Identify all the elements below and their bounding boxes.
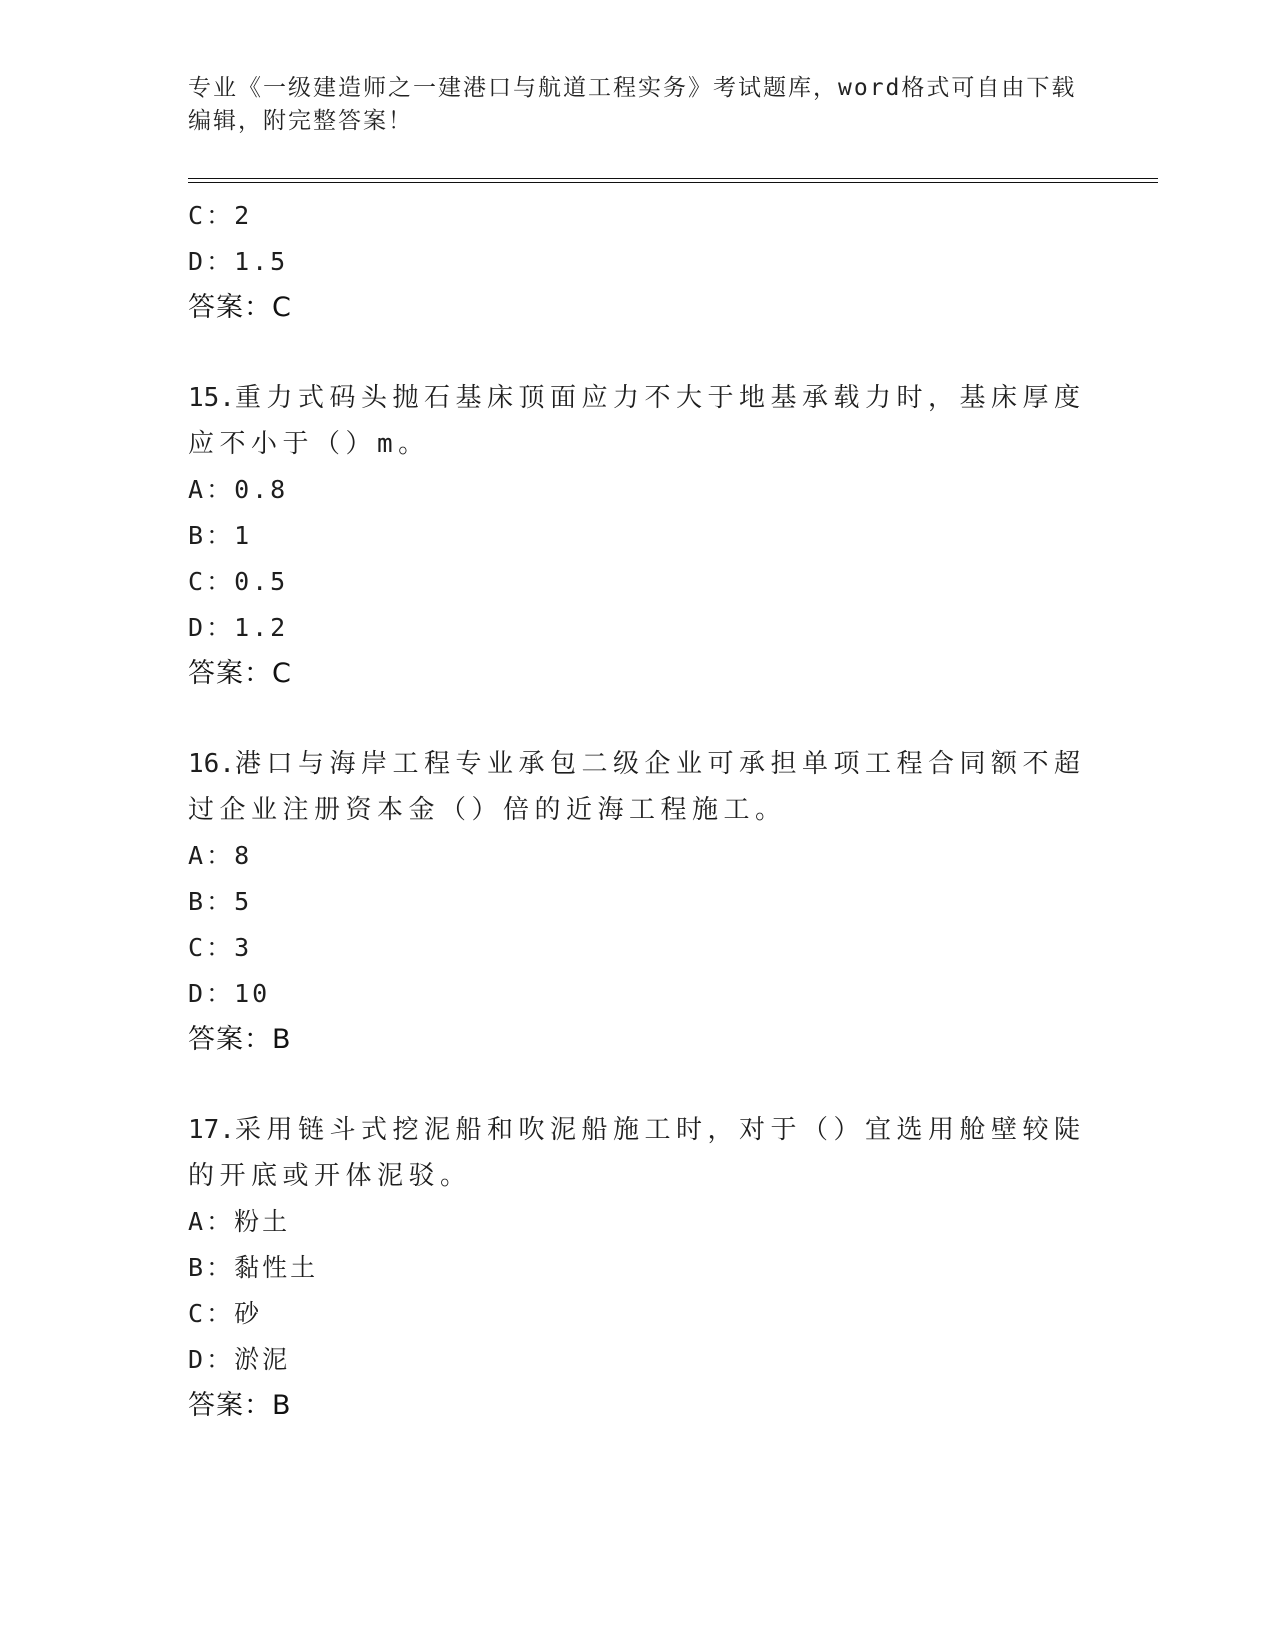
question-number: 15.: [188, 383, 235, 413]
question-text: 采用链斗式挖泥船和吹泥船施工时，对于（）宜选用舱壁较陡的开底或开体泥驳。: [188, 1115, 1086, 1191]
option-text: 淤泥: [234, 1345, 291, 1374]
answer-label: 答案：: [188, 658, 272, 689]
option-text: 1: [234, 521, 253, 550]
option-key: A: [188, 1207, 207, 1236]
answer-label: 答案：: [188, 292, 272, 323]
option-c: [188, 925, 1088, 971]
option-text: 1.2: [234, 613, 289, 642]
document-page: [188, 0, 1158, 1650]
option-key: D: [188, 247, 207, 276]
question-block-14: [188, 193, 1088, 331]
option-a: [188, 1199, 1088, 1245]
option-key: B: [188, 521, 207, 550]
answer-value: C: [272, 658, 292, 689]
option-b: [188, 513, 1088, 559]
option-key: C: [188, 933, 207, 962]
header-divider: [188, 178, 1158, 183]
question-stem: [188, 741, 1088, 833]
question-stem: [188, 1107, 1088, 1199]
option-b: [188, 1245, 1088, 1291]
option-text: 3: [234, 933, 253, 962]
option-separator: ：: [206, 247, 235, 276]
question-block-15: [188, 375, 1088, 697]
option-a: [188, 833, 1088, 879]
option-c: [188, 193, 1088, 239]
option-separator: ：: [206, 1345, 235, 1374]
option-key: C: [188, 567, 207, 596]
question-text: 港口与海岸工程专业承包二级企业可承担单项工程合同额不超过企业注册资本金（）倍的近海工程施工。: [188, 749, 1086, 825]
option-key: D: [188, 613, 207, 642]
answer-line: [188, 1017, 1088, 1063]
answer-value: B: [272, 1390, 292, 1421]
answer-value: C: [272, 292, 292, 323]
option-a: [188, 467, 1088, 513]
option-c: [188, 559, 1088, 605]
option-d: [188, 971, 1088, 1017]
option-d: [188, 239, 1088, 285]
answer-label: 答案：: [188, 1390, 272, 1421]
answer-value: B: [272, 1024, 292, 1055]
question-text: 重力式码头抛石基床顶面应力不大于地基承载力时，基床厚度应不小于（）m。: [188, 383, 1086, 459]
option-text: 1.5: [234, 247, 289, 276]
option-key: C: [188, 1299, 207, 1328]
question-block-17: [188, 1107, 1088, 1429]
question-list: [188, 193, 1088, 1429]
option-separator: ：: [206, 841, 235, 870]
option-text: 8: [234, 841, 253, 870]
option-text: 10: [234, 979, 271, 1008]
option-separator: ：: [206, 475, 235, 504]
option-key: A: [188, 475, 207, 504]
option-separator: ：: [206, 567, 235, 596]
option-key: B: [188, 887, 207, 916]
option-c: [188, 1291, 1088, 1337]
option-key: D: [188, 979, 207, 1008]
question-number: 16.: [188, 749, 235, 779]
option-text: 黏性土: [234, 1253, 319, 1282]
option-separator: ：: [206, 521, 235, 550]
option-separator: ：: [206, 933, 235, 962]
answer-line: [188, 651, 1088, 697]
option-separator: ：: [206, 1299, 235, 1328]
option-text: 0.5: [234, 567, 289, 596]
option-key: B: [188, 1253, 207, 1282]
option-text: 粉土: [234, 1207, 291, 1236]
answer-line: [188, 285, 1088, 331]
option-text: 2: [234, 201, 253, 230]
document-header: 专业《一级建造师之一建港口与航道工程实务》考试题库，word格式可自由下载编辑，附完整答案！: [188, 75, 1077, 134]
option-separator: ：: [206, 1253, 235, 1282]
option-separator: ：: [206, 979, 235, 1008]
question-block-16: [188, 741, 1088, 1063]
question-stem: [188, 375, 1088, 467]
option-separator: ：: [206, 887, 235, 916]
option-separator: ：: [206, 613, 235, 642]
option-d: [188, 605, 1088, 651]
option-text: 5: [234, 887, 253, 916]
option-separator: ：: [206, 201, 235, 230]
option-text: 砂: [234, 1299, 263, 1328]
answer-line: [188, 1383, 1088, 1429]
question-number: 17.: [188, 1115, 235, 1145]
answer-label: 答案：: [188, 1024, 272, 1055]
option-key: D: [188, 1345, 207, 1374]
option-key: C: [188, 201, 207, 230]
option-separator: ：: [206, 1207, 235, 1236]
option-text: 0.8: [234, 475, 289, 504]
option-key: A: [188, 841, 207, 870]
option-b: [188, 879, 1088, 925]
option-d: [188, 1337, 1088, 1383]
